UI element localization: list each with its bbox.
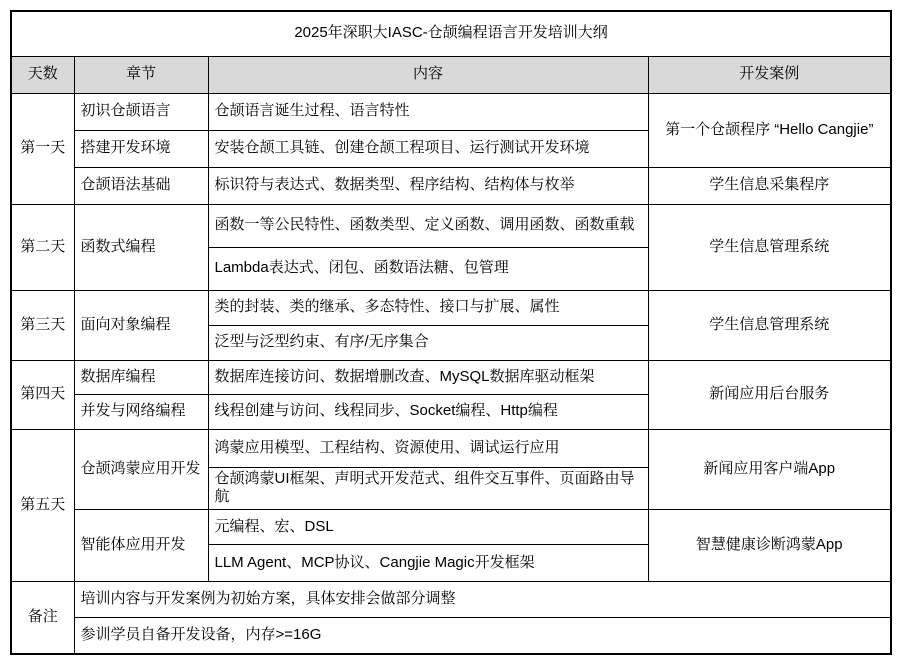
- case-cell: 第一个仓颉程序 “Hello Cangjie”: [648, 93, 891, 167]
- content-cell: 线程创建与访问、线程同步、Socket编程、Http编程: [208, 394, 648, 429]
- column-header-day: 天数: [11, 56, 74, 93]
- day-4-label: 第四天: [11, 360, 74, 429]
- table-row-remarks: [11, 618, 891, 654]
- column-header-chapter: 章节: [74, 56, 208, 93]
- chapter-cell: 函数式编程: [74, 204, 208, 290]
- table-row-title: [11, 11, 891, 56]
- content-cell: 仓颉语言诞生过程、语言特性: [208, 93, 648, 130]
- case-cell: 新闻应用客户端App: [648, 429, 891, 510]
- content-cell: Lambda表达式、闭包、函数语法糖、包管理: [208, 247, 648, 290]
- remarks-label: 备注: [11, 582, 74, 654]
- chapter-cell: 数据库编程: [74, 360, 208, 394]
- content-cell: 数据库连接访问、数据增删改查、MySQL数据库驱动框架: [208, 360, 648, 394]
- content-cell: 仓颉鸿蒙UI框架、声明式开发范式、组件交互事件、页面路由导航: [208, 467, 648, 510]
- case-cell: 学生信息采集程序: [648, 167, 891, 204]
- chapter-cell: 面向对象编程: [74, 290, 208, 360]
- content-cell: 鸿蒙应用模型、工程结构、资源使用、调试运行应用: [208, 429, 648, 467]
- case-cell: 智慧健康诊断鸿蒙App: [648, 510, 891, 582]
- day-3-label: 第三天: [11, 290, 74, 360]
- table-row: [11, 290, 891, 325]
- chapter-cell: 搭建开发环境: [74, 130, 208, 167]
- table-row: [11, 429, 891, 467]
- content-cell: 标识符与表达式、数据类型、程序结构、结构体与枚举: [208, 167, 648, 204]
- content-cell: LLM Agent、MCP协议、Cangjie Magic开发框架: [208, 545, 648, 582]
- table-row-header: [11, 56, 891, 93]
- chapter-cell: 仓颉语法基础: [74, 167, 208, 204]
- day-2-label: 第二天: [11, 204, 74, 290]
- case-cell: 学生信息管理系统: [648, 290, 891, 360]
- chapter-cell: 智能体应用开发: [74, 510, 208, 582]
- remark-note-cell: 培训内容与开发案例为初始方案，具体安排会做部分调整: [74, 582, 891, 618]
- remark-note-cell: 参训学员自备开发设备，内存>=16G: [74, 618, 891, 654]
- table-title: 2025年深职大IASC-仓颉编程语言开发培训大纲: [11, 11, 891, 56]
- table-row: [11, 360, 891, 394]
- content-cell: 元编程、宏、DSL: [208, 510, 648, 545]
- column-header-content: 内容: [208, 56, 648, 93]
- table-row: [11, 204, 891, 247]
- case-cell: 学生信息管理系统: [648, 204, 891, 290]
- content-cell: 安装仓颉工具链、创建仓颉工程项目、运行测试开发环境: [208, 130, 648, 167]
- table-row-remarks: [11, 582, 891, 618]
- content-cell: 类的封装、类的继承、多态特性、接口与扩展、属性: [208, 290, 648, 325]
- day-5-label: 第五天: [11, 429, 74, 582]
- chapter-cell: 并发与网络编程: [74, 394, 208, 429]
- chapter-cell: 仓颉鸿蒙应用开发: [74, 429, 208, 510]
- column-header-case: 开发案例: [648, 56, 891, 93]
- table-row: [11, 167, 891, 204]
- table-row: [11, 510, 891, 545]
- chapter-cell: 初识仓颉语言: [74, 93, 208, 130]
- table-row: [11, 93, 891, 130]
- content-cell: 泛型与泛型约束、有序/无序集合: [208, 325, 648, 360]
- training-outline-table: [10, 10, 892, 655]
- content-cell: 函数一等公民特性、函数类型、定义函数、调用函数、函数重载: [208, 204, 648, 247]
- day-1-label: 第一天: [11, 93, 74, 204]
- case-cell: 新闻应用后台服务: [648, 360, 891, 429]
